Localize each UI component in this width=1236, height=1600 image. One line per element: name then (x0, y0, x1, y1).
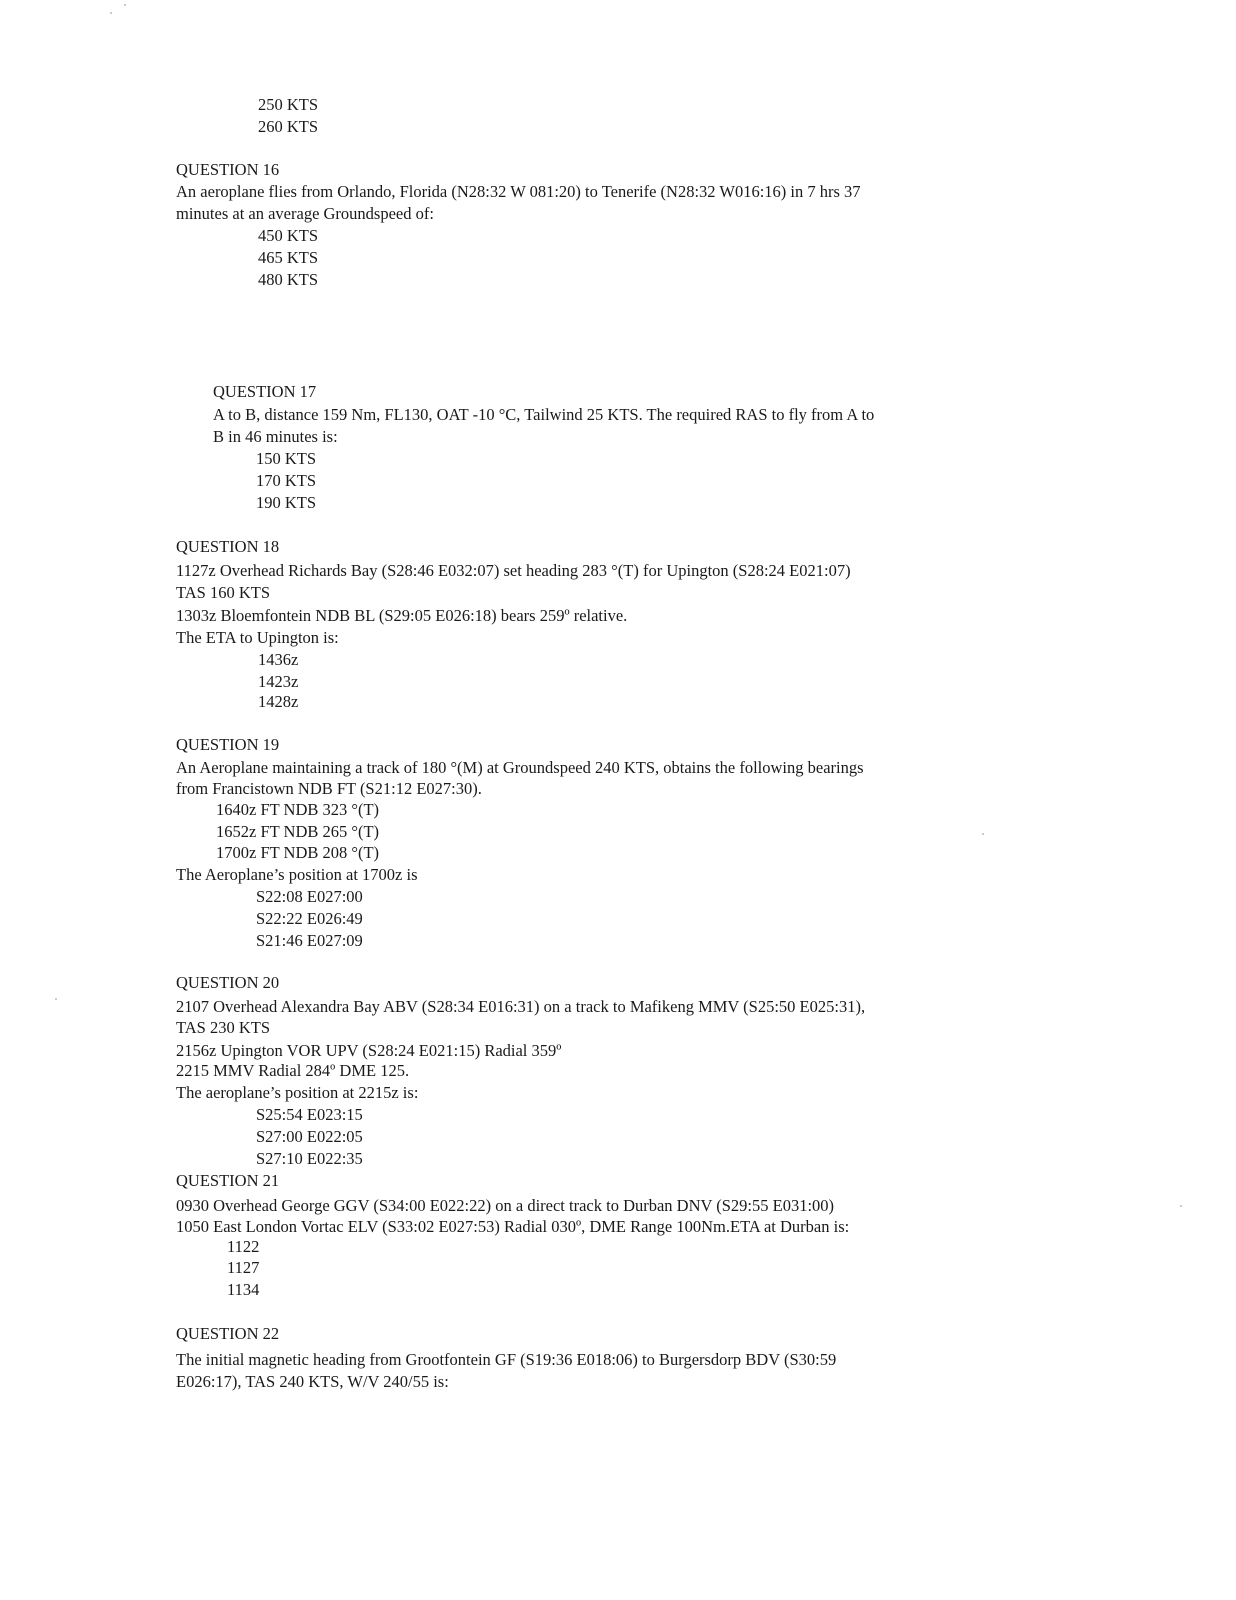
question-18-option: 1428z (258, 692, 299, 711)
question-16-option: 480 KTS (258, 270, 319, 289)
scan-speck (982, 833, 984, 835)
question-19-title: QUESTION 19 (176, 735, 280, 754)
question-20-option: S27:00 E022:05 (256, 1127, 363, 1146)
scan-speck (124, 4, 126, 6)
question-20-option: S27:10 E022:35 (256, 1149, 363, 1168)
question-20-option: S25:54 E023:15 (256, 1105, 363, 1124)
question-17-option: 190 KTS (256, 493, 317, 512)
question-19-option: S21:46 E027:09 (256, 931, 363, 950)
question-20-text: TAS 230 KTS (176, 1018, 271, 1037)
question-21-option: 1134 (227, 1280, 260, 1299)
question-18-text: TAS 160 KTS (176, 583, 271, 602)
prev-option: 250 KTS (258, 95, 319, 114)
prev-option: 260 KTS (258, 117, 319, 136)
question-17-text: A to B, distance 159 Nm, FL130, OAT -10 °C, Tailwind 25 KTS. The required RAS to fly from A to (213, 405, 875, 424)
question-18-title: QUESTION 18 (176, 537, 280, 556)
question-21-text: 1050 East London Vortac ELV (S33:02 E027:53) Radial 030º, DME Range 100Nm.ETA at Durban is: (176, 1217, 850, 1236)
question-17-title: QUESTION 17 (213, 382, 317, 401)
question-21-title: QUESTION 21 (176, 1171, 280, 1190)
question-16-title: QUESTION 16 (176, 160, 280, 179)
question-19-text: An Aeroplane maintaining a track of 180 °(M) at Groundspeed 240 KTS, obtains the following bearings (176, 758, 864, 777)
question-19-fix: 1700z FT NDB 208 °(T) (216, 843, 380, 862)
question-20-text: 2215 MMV Radial 284º DME 125. (176, 1061, 410, 1080)
question-17-text: B in 46 minutes is: (213, 427, 338, 446)
question-20-text: The aeroplane’s position at 2215z is: (176, 1083, 419, 1102)
question-17-option: 170 KTS (256, 471, 317, 490)
question-19-option: S22:22 E026:49 (256, 909, 363, 928)
question-20-text: 2156z Upington VOR UPV (S28:24 E021:15) Radial 359º (176, 1041, 562, 1060)
question-22-text: E026:17), TAS 240 KTS, W/V 240/55 is: (176, 1372, 449, 1391)
question-18-text: 1127z Overhead Richards Bay (S28:46 E032:07) set heading 283 °(T) for Upington (S28:24 E021:07) (176, 561, 851, 580)
scan-speck (110, 12, 112, 14)
question-19-text: from Francistown NDB FT (S21:12 E027:30). (176, 779, 482, 798)
scan-speck (55, 998, 57, 1000)
question-20-text: 2107 Overhead Alexandra Bay ABV (S28:34 E016:31) on a track to Mafikeng MMV (S25:50 E025:31), (176, 997, 866, 1016)
question-22-title: QUESTION 22 (176, 1324, 280, 1343)
question-18-text: The ETA to Upington is: (176, 628, 339, 647)
question-20-title: QUESTION 20 (176, 973, 280, 992)
question-19-fix: 1640z FT NDB 323 °(T) (216, 800, 380, 819)
question-16-text: An aeroplane flies from Orlando, Florida (N28:32 W 081:20) to Tenerife (N28:32 W016:16) in 7 hrs 37 (176, 182, 861, 201)
question-22-text: The initial magnetic heading from Grootfontein GF (S19:36 E018:06) to Burgersdorp BDV (S30:59 (176, 1350, 837, 1369)
scan-speck (1180, 1205, 1182, 1207)
question-21-option: 1127 (227, 1258, 260, 1277)
question-16-text: minutes at an average Groundspeed of: (176, 204, 434, 223)
question-19-fix: 1652z FT NDB 265 °(T) (216, 822, 380, 841)
question-18-option: 1436z (258, 650, 299, 669)
question-19-prompt: The Aeroplane’s position at 1700z is (176, 865, 418, 884)
question-21-option: 1122 (227, 1237, 260, 1256)
question-19-option: S22:08 E027:00 (256, 887, 363, 906)
question-21-text: 0930 Overhead George GGV (S34:00 E022:22) on a direct track to Durban DNV (S29:55 E031:00) (176, 1196, 835, 1215)
question-16-option: 450 KTS (258, 226, 319, 245)
question-17-option: 150 KTS (256, 449, 317, 468)
question-18-text: 1303z Bloemfontein NDB BL (S29:05 E026:18) bears 259º relative. (176, 606, 628, 625)
question-16-option: 465 KTS (258, 248, 319, 267)
question-18-option: 1423z (258, 672, 299, 691)
